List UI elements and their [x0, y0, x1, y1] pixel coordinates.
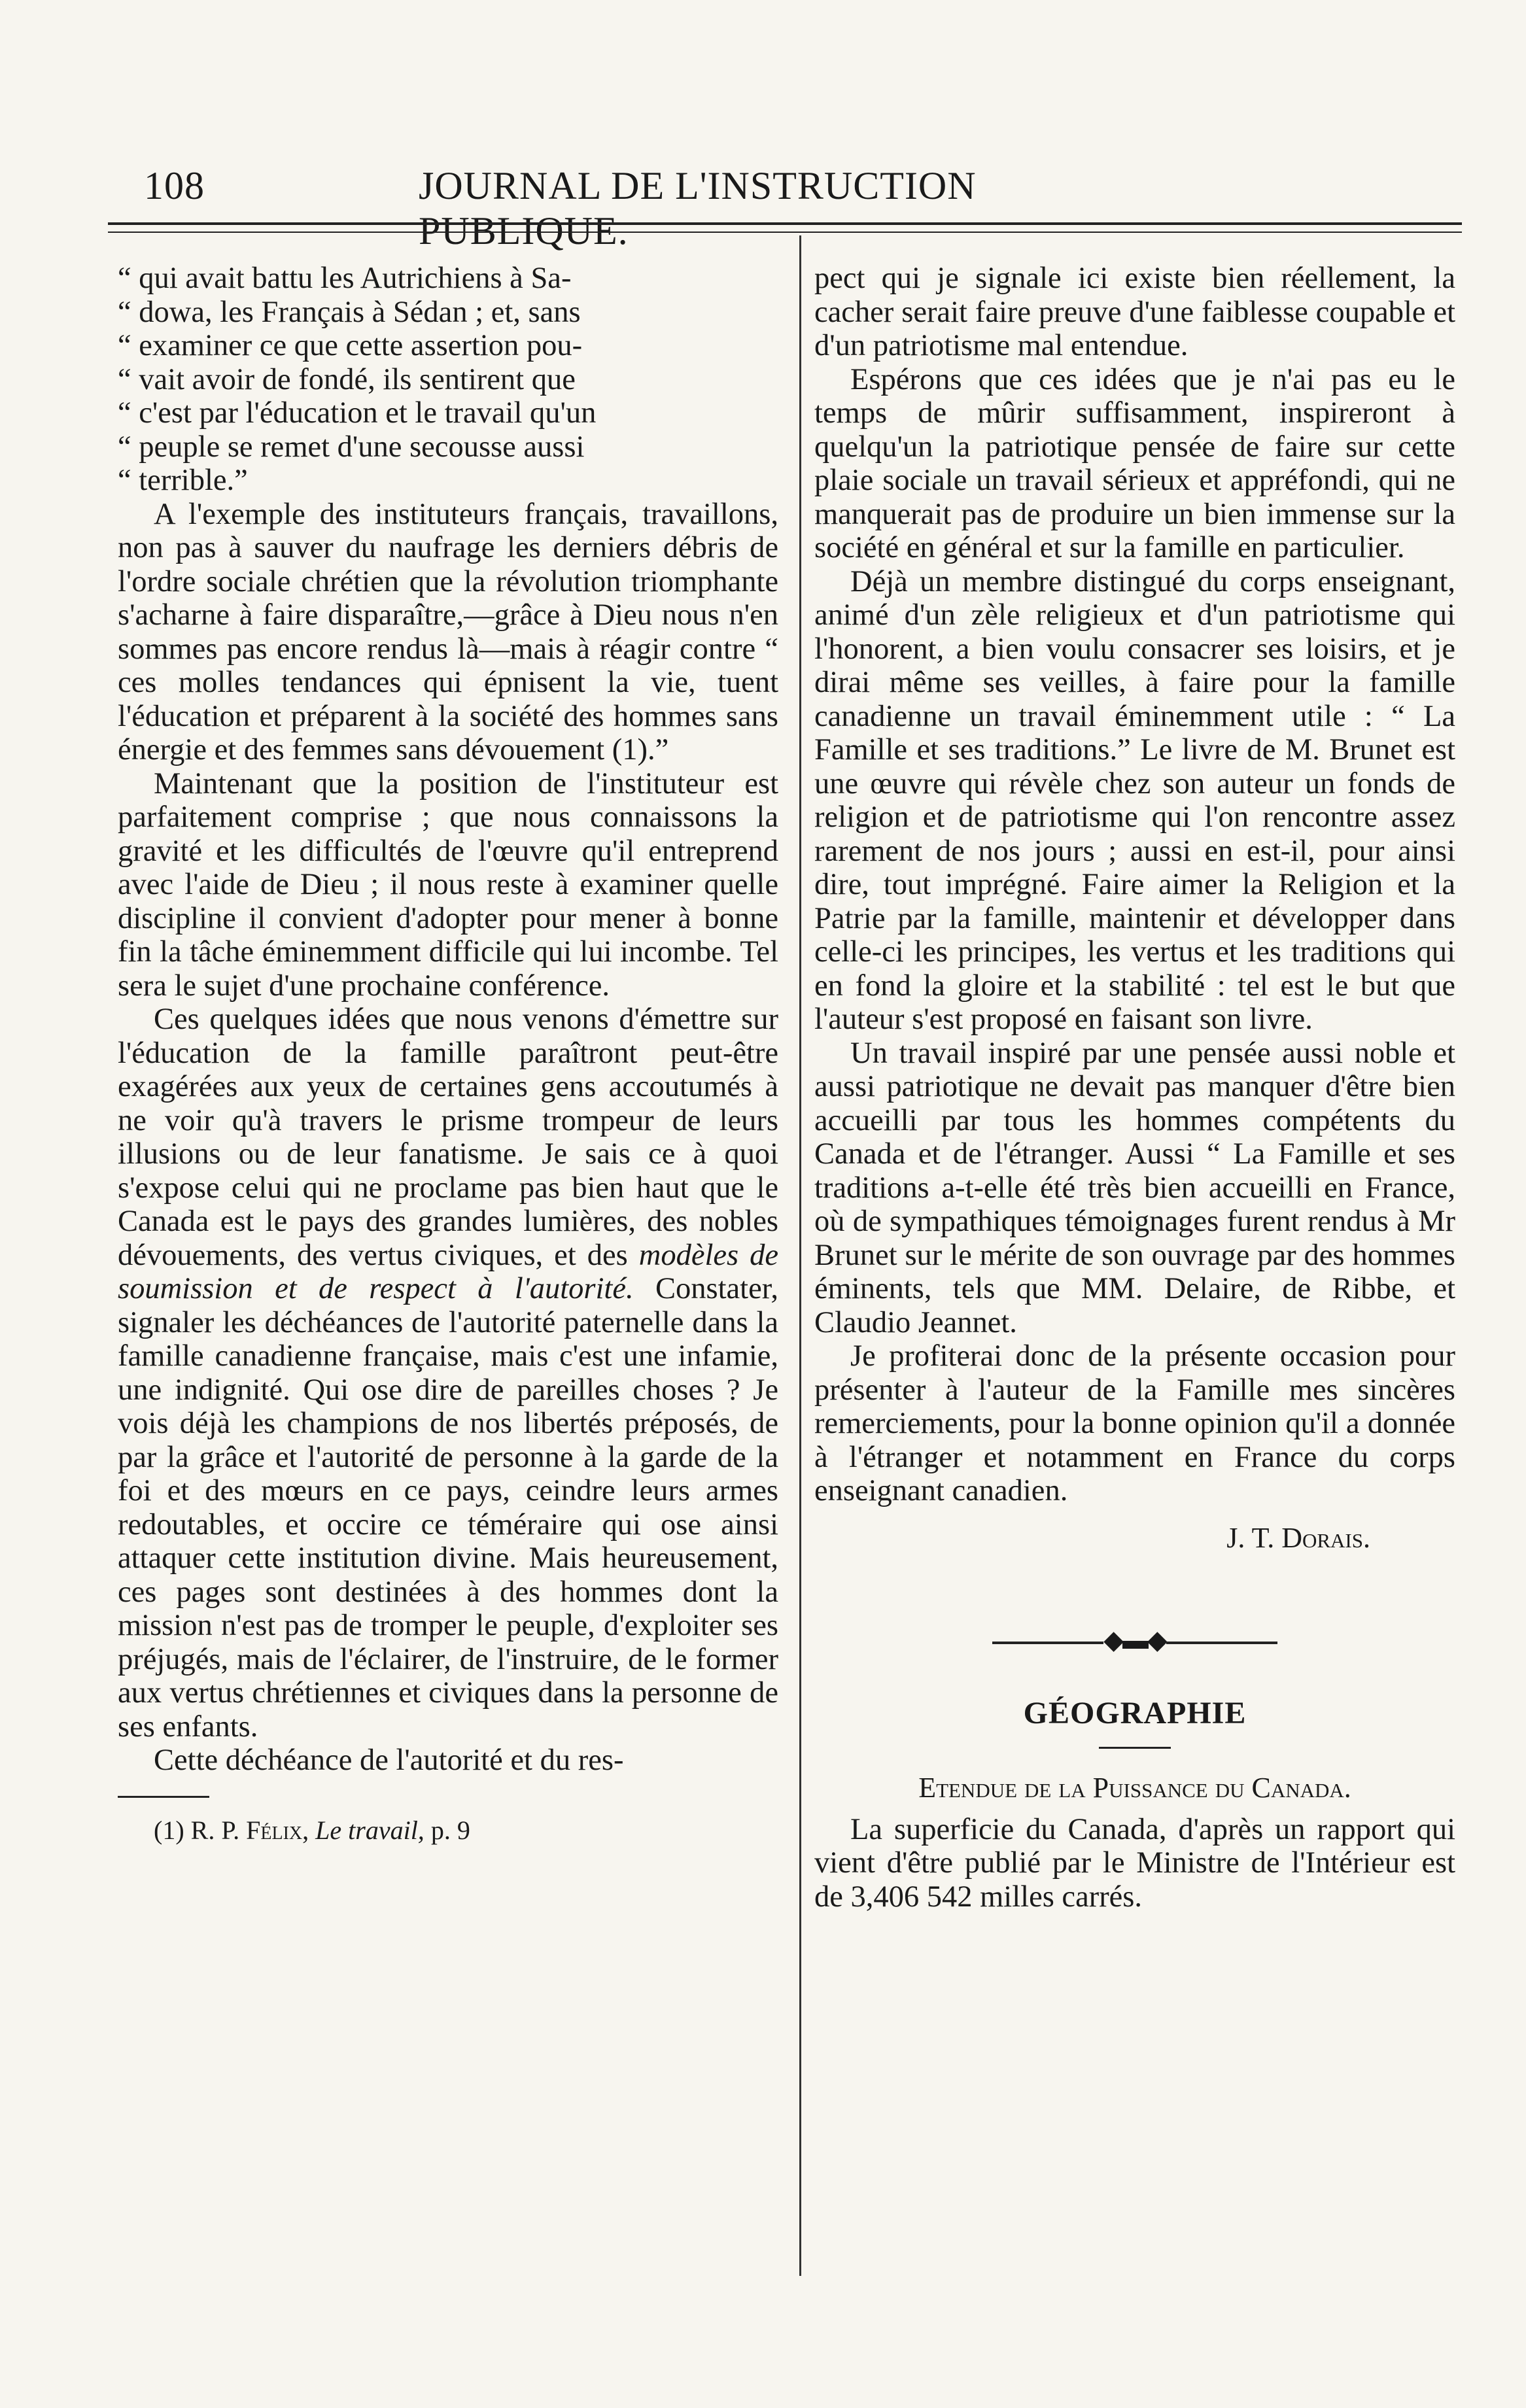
- running-title: JOURNAL DE L'INSTRUCTION PUBLIQUE.: [419, 164, 977, 252]
- page-header: [137, 150, 1190, 252]
- paragraph-text: Ces quelques idées que nous venons d'émettre sur l'éducation de la famille paraîtront peut-être exagérées aux yeux de certaines gens accoutumés à ne voir qu'à travers le prisme trompeur de leurs illusions ou de leur fanatisme. Je sais ce à quoi s'expose celui qui ne proclame pas bien haut que le Canada est le pays des grandes lumières, des nobles dévouements, des vertus civiques, et des: [118, 1003, 778, 1272]
- paragraph: Espérons que ces idées que je n'ai pas eu le temps de mûrir suffisamment, inspireront à quelqu'un la patriotique pensée de faire sur cette plaie sociale un travail sérieux et appréfondi, qui ne manquerait pas de produire un bien immense sur la société en général et sur la famille en particulier.: [814, 362, 1455, 564]
- paragraph: La superficie du Canada, d'après un rapport qui vient d'être publié par le Ministre de l'Intérieur est de 3,406 542 milles carrés.: [814, 1812, 1455, 1914]
- signature: [814, 1521, 1455, 1555]
- paragraph: Maintenant que la position de l'instituteur est parfaitement comprise ; que nous connaissons la gravité et les difficultés de l'œuvre qu'il entreprend avec l'aide de Dieu ; il nous reste à examiner quelle discipline il convient d'adopter pour mener à bonne fin la tâche éminemment difficile qui lui incombe. Tel sera le sujet d'une prochaine conférence.: [118, 766, 778, 1003]
- header-rule: [108, 222, 1462, 233]
- signature-initials: J. T.: [1226, 1521, 1275, 1554]
- footnote-author: Félix,: [246, 1815, 309, 1845]
- ornament-line: [992, 1642, 1103, 1644]
- footnote-page: p. 9: [430, 1815, 470, 1845]
- section-rule: [1099, 1747, 1171, 1749]
- emphasized-text: modèles de soumission et de respect à l'autorité.: [118, 1238, 778, 1305]
- quote-line: “ terrible.”: [118, 464, 248, 497]
- footnote-work: Le travail,: [315, 1815, 425, 1845]
- signature-surname: Dorais.: [1281, 1521, 1370, 1554]
- quote-line: “ examiner ce que cette assertion pou-: [118, 329, 583, 362]
- paragraph: pect qui je signale ici existe bien réellement, la cacher serait faire preuve d'une faiblesse coupable et d'un patriotisme mal entendue.: [814, 262, 1455, 362]
- ornament-line: [1166, 1642, 1277, 1644]
- column-divider: [799, 235, 801, 2276]
- quote-line: “ vait avoir de fondé, ils sentirent que: [118, 362, 576, 396]
- quote-line: “ qui avait battu les Autrichiens à Sa-: [118, 262, 572, 295]
- quoted-passage: [118, 262, 778, 498]
- paragraph: Cette déchéance de l'autorité et du res-: [154, 1744, 624, 1777]
- paragraph: Je profiterai donc de la présente occasion pour présenter à l'auteur de la Famille mes sincères remerciements, pour la bonne opinion qu'il a donnée à l'étranger et notamment en France du corps enseignant canadien.: [814, 1339, 1455, 1507]
- paragraph: [118, 1003, 778, 1744]
- section-ornament: ◆▬◆: [814, 1623, 1455, 1657]
- footnote-rule: [118, 1796, 209, 1798]
- right-column: [814, 262, 1455, 1914]
- page-number: 108: [144, 164, 205, 207]
- footnote-marker: (1) R. P.: [154, 1815, 240, 1845]
- quote-line: “ peuple se remet d'une secousse aussi: [118, 430, 585, 464]
- left-column: [118, 262, 778, 1847]
- section-title: GÉOGRAPHIE: [1023, 1695, 1247, 1730]
- section-subtitle: Etendue de la Puissance du Canada.: [918, 1772, 1351, 1804]
- quote-line: “ c'est par l'éducation et le travail qu'un: [118, 396, 597, 430]
- footnote: [118, 1814, 778, 1848]
- paragraph: A l'exemple des instituteurs français, travaillons, non pas à sauver du naufrage les derniers débris de l'ordre sociale chrétien que la révolution triomphante s'acharne à faire disparaître,—grâce à Dieu nous n'en sommes pas encore rendus là—mais à réagir contre “ ces molles tendances qui épnisent la vie, tuent l'éducation et préparent à la société des hommes sans énergie et des femmes sans dévouement (1).”: [118, 497, 778, 766]
- paragraph-text: Constater, signaler les déchéances de l'autorité paternelle dans la famille canadienne française, mais c'est une infamie, une indignité. Qui ose dire de pareilles choses ? Je vois déjà les champions de nos libertés préposés, de par la grâce et l'autorité de personne à la garde de la foi et des mœurs en ce pays, ceindre leurs armes redoutables, et occire ce téméraire qui ose ainsi attaquer cette institution divine. Mais heureusement, ces pages sont destinées à des hommes dont la mission n'est pas de tromper le peuple, d'exploiter ses préjugés, mais de l'éclairer, de l'instruire, de le former aux vertus chrétiennes et civiques dans la personne de ses enfants.: [118, 1272, 778, 1744]
- paragraph: Déjà un membre distingué du corps enseignant, animé d'un zèle religieux et d'un patriotisme qui l'honorent, a bien voulu consacrer ses loisirs, et je dirai même ses veilles, à faire pour la famille canadienne un travail éminemment utile : “ La Famille et ses traditions.” Le livre de M. Brunet est une œuvre qui révèle chez son auteur un fonds de religion et de patriotisme qui l'on rencontre assez rarement de nos jours ; aussi en est-il, pour ainsi dire, tout imprégné. Faire aimer la Religion et la Patrie par la famille, maintenir et développer dans celle-ci les principes, les vertus et les traditions qui en fond la gloire et la stabilité : tel est le but que l'auteur s'est proposé en faisant son livre.: [814, 564, 1455, 1036]
- quote-line: “ dowa, les Français à Sédan ; et, sans: [118, 295, 581, 329]
- paragraph: Un travail inspiré par une pensée aussi noble et aussi patriotique ne devait pas manquer d'être bien accueilli par tous les hommes compétents du Canada et de l'étranger. Aussi “ La Famille et ses traditions a-t-elle été très bien accueilli en France, où de sympathiques témoignages furent rendus à Mr Brunet sur le mérite de son ouvrage par des hommes éminents, tels que MM. Delaire, de Ribbe, et Claudio Jeannet.: [814, 1036, 1455, 1339]
